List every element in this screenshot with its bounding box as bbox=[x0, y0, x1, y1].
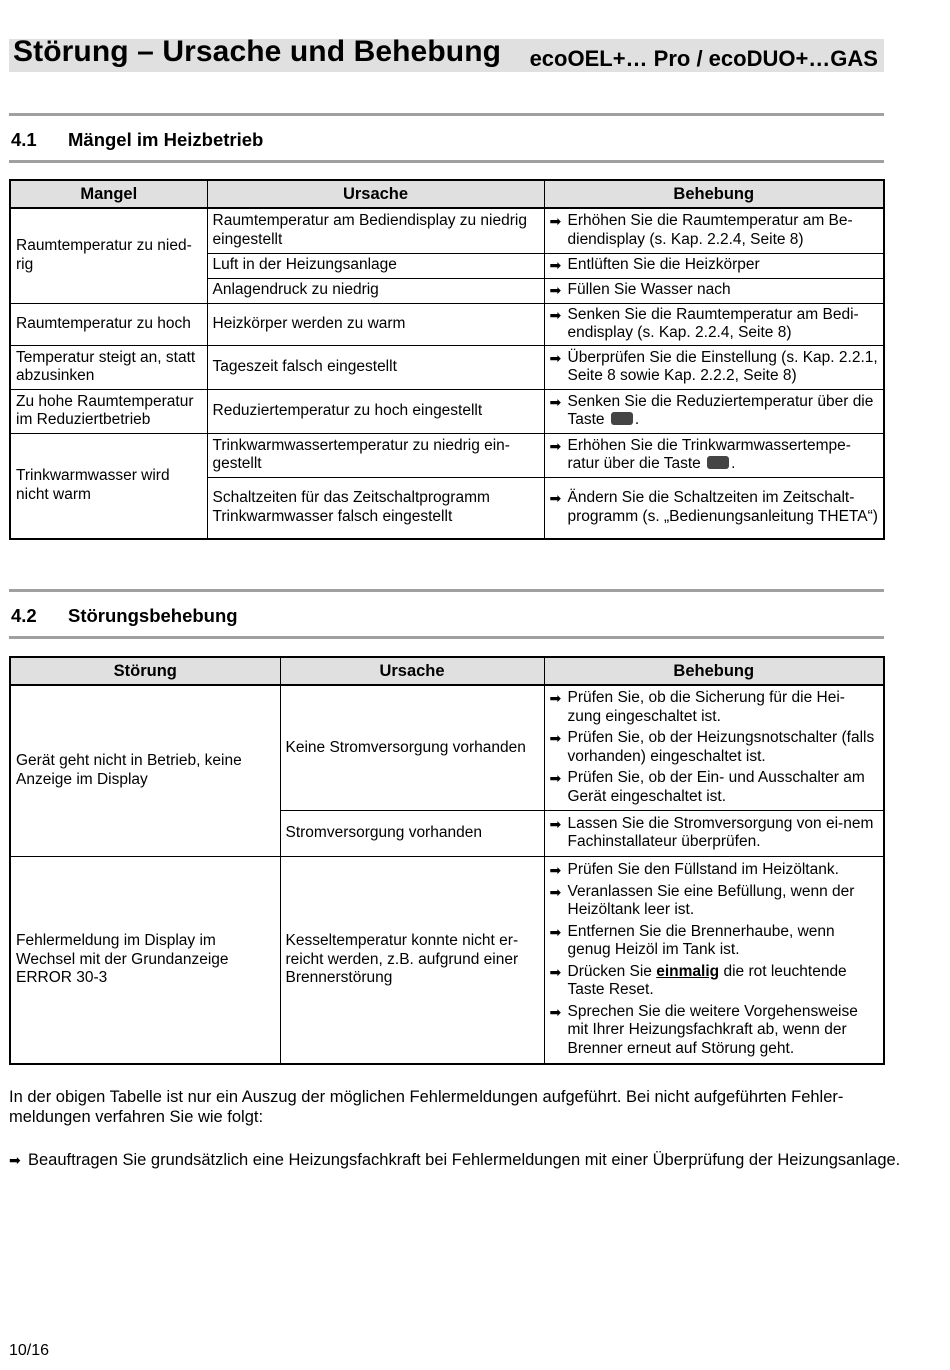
remedy-item bbox=[550, 1003, 879, 1059]
arrow-right-icon: ➡ bbox=[549, 282, 562, 299]
remedy-cell bbox=[544, 303, 884, 345]
remedy-text: Prüfen Sie den Füllstand im Heizöltank. bbox=[567, 861, 839, 879]
section-divider bbox=[9, 113, 884, 116]
section-divider bbox=[9, 636, 884, 639]
arrow-right-icon: ➡ bbox=[549, 213, 562, 230]
arrow-right-icon: ➡ bbox=[549, 883, 562, 900]
remedy-item bbox=[550, 883, 879, 920]
remedy-item bbox=[550, 963, 879, 1000]
remedy-item bbox=[550, 769, 879, 806]
page-number: 10/16 bbox=[9, 1342, 50, 1359]
remedy-cell bbox=[544, 389, 884, 433]
column-header: Behebung bbox=[544, 657, 884, 685]
remedy-text: Sprechen Sie die weitere Vorgehensweise mit Ihrer Heizungsfachkraft ab, wenn der Brenner erneut auf Störung geht. bbox=[567, 1002, 858, 1057]
arrow-right-icon: ➡ bbox=[549, 730, 562, 747]
arrow-right-icon: ➡ bbox=[549, 690, 562, 707]
remedy-cell bbox=[544, 856, 884, 1064]
table-row bbox=[10, 856, 884, 1064]
instruction-text: Beauftragen Sie grundsätzlich eine Heizungsfachkraft bei Fehlermeldungen mit einer Überprüfung der Heizungsanlage. bbox=[28, 1151, 901, 1169]
remedy-item bbox=[550, 306, 879, 343]
cause-cell: Reduziertemperatur zu hoch eingestellt bbox=[207, 389, 544, 433]
remedy-item bbox=[550, 256, 879, 275]
remedy-item bbox=[550, 393, 879, 430]
cause-cell: Luft in der Heizungsanlage bbox=[207, 253, 544, 278]
cause-cell: Anlagendruck zu niedrig bbox=[207, 278, 544, 303]
column-header: Ursache bbox=[280, 657, 544, 685]
remedy-text: Prüfen Sie, ob der Ein- und Ausschalter am Gerät eingeschaltet ist. bbox=[567, 769, 865, 805]
arrow-right-icon: ➡ bbox=[549, 1003, 562, 1020]
remedy-item bbox=[550, 689, 879, 726]
table-row bbox=[10, 208, 884, 253]
remedy-text: Entfernen Sie die Brennerhaube, wenn genug Heizöl im Tank ist. bbox=[567, 922, 835, 959]
cause-cell: Trinkwarmwassertemperatur zu niedrig ein-gestellt bbox=[207, 433, 544, 477]
arrow-right-icon: ➡ bbox=[549, 393, 562, 410]
table-row bbox=[10, 389, 884, 433]
reduced-mode-key-icon bbox=[611, 412, 633, 425]
remedy-text: Entlüften Sie die Heizkörper bbox=[567, 256, 760, 274]
remedy-item bbox=[550, 861, 879, 880]
remedy-cell bbox=[544, 685, 884, 810]
document-title: Störung – Ursache und Behebung bbox=[13, 35, 502, 68]
remedy-text: Ändern Sie die Schaltzeiten im Zeitschalt-programm (s. „Bedienungsanleitung THETA“) bbox=[567, 489, 878, 525]
cause-cell: Tageszeit falsch eingestellt bbox=[207, 345, 544, 389]
section-title: Störungsbehebung bbox=[68, 605, 238, 626]
remedy-text bbox=[568, 393, 879, 430]
remedy-text-suffix: . bbox=[731, 455, 736, 472]
column-header: Ursache bbox=[207, 180, 544, 208]
remedy-item bbox=[550, 281, 879, 300]
column-header: Behebung bbox=[544, 180, 884, 208]
section-heading-4-2 bbox=[11, 605, 238, 627]
emphasized-word: einmalig bbox=[656, 962, 720, 980]
remedy-text bbox=[568, 963, 879, 1000]
cause-cell: Raumtemperatur am Bediendisplay zu niedrig eingestellt bbox=[207, 208, 544, 253]
defect-cell: Zu hohe Raumtemperatur im Reduziertbetrieb bbox=[10, 389, 207, 433]
arrow-right-icon: ➡ bbox=[549, 306, 562, 323]
defect-cell: Temperatur steigt an, statt abzusinken bbox=[10, 345, 207, 389]
section-title: Mängel im Heizbetrieb bbox=[68, 129, 264, 150]
section-heading-4-1 bbox=[11, 129, 263, 151]
remedy-item bbox=[550, 729, 879, 766]
remedy-text: Senken Sie die Raumtemperatur am Bedi-endisplay (s. Kap. 2.2.4, Seite 8) bbox=[567, 305, 859, 341]
arrow-right-icon: ➡ bbox=[549, 490, 562, 507]
hot-water-key-icon bbox=[707, 456, 729, 469]
remedy-item bbox=[550, 349, 879, 386]
arrow-right-icon: ➡ bbox=[9, 1152, 21, 1168]
defect-cell: Raumtemperatur zu nied-rig bbox=[10, 208, 207, 303]
table-row bbox=[10, 303, 884, 345]
remedy-cell bbox=[544, 253, 884, 278]
instruction-item bbox=[9, 1150, 909, 1170]
defect-cell: Raumtemperatur zu hoch bbox=[10, 303, 207, 345]
arrow-right-icon: ➡ bbox=[549, 923, 562, 940]
fault-cell: Gerät geht nicht in Betrieb, keine Anzeige im Display bbox=[10, 685, 280, 856]
cause-cell: Heizkörper werden zu warm bbox=[207, 303, 544, 345]
remedy-cell bbox=[544, 278, 884, 303]
remedy-text-part: die rot leuchtende Taste Reset. bbox=[567, 962, 847, 999]
section-divider bbox=[9, 589, 884, 592]
arrow-right-icon: ➡ bbox=[549, 257, 562, 274]
remedy-item bbox=[550, 923, 879, 960]
remedy-text: Veranlassen Sie eine Befüllung, wenn der Heizöltank leer ist. bbox=[567, 882, 855, 919]
note-paragraph: In der obigen Tabelle ist nur ein Auszug der möglichen Fehlermeldungen aufgeführt. Bei nicht aufgeführten Fehler-meldungen verfahren Sie wie folgt: bbox=[9, 1088, 844, 1126]
arrow-right-icon: ➡ bbox=[549, 815, 562, 832]
fault-cell: Fehlermeldung im Display im Wechsel mit der Grundanzeige ERROR 30-3 bbox=[10, 856, 280, 1064]
table-row bbox=[10, 345, 884, 389]
arrow-right-icon: ➡ bbox=[549, 770, 562, 787]
defects-table bbox=[9, 179, 885, 540]
arrow-right-icon: ➡ bbox=[549, 963, 562, 980]
cause-cell: Keine Stromversorgung vorhanden bbox=[280, 685, 544, 810]
remedy-text: Erhöhen Sie die Raumtemperatur am Be-diendisplay (s. Kap. 2.2.4, Seite 8) bbox=[567, 212, 853, 248]
remedy-text: Lassen Sie die Stromversorgung von ei-nem Fachinstallateur überprüfen. bbox=[567, 814, 874, 850]
remedy-text-suffix: . bbox=[634, 411, 640, 428]
arrow-right-icon: ➡ bbox=[549, 349, 562, 366]
remedy-text: Überprüfen Sie die Einstellung (s. Kap. 2.2.1, Seite 8 sowie Kap. 2.2.2, Seite 8) bbox=[567, 348, 878, 384]
remedy-item bbox=[550, 437, 879, 474]
remedy-cell bbox=[544, 208, 884, 253]
remedy-text-part: Erhöhen Sie die Trinkwarmwassertempe-ratur über die Taste bbox=[567, 436, 851, 472]
section-number: 4.2 bbox=[11, 605, 37, 626]
cause-cell: Schaltzeiten für das Zeitschaltprogramm Trinkwarmwasser falsch eingestellt bbox=[207, 477, 544, 539]
section-divider bbox=[9, 160, 884, 163]
remedy-text: Prüfen Sie, ob die Sicherung für die Hei-zung eingeschaltet ist. bbox=[567, 689, 845, 725]
remedy-item bbox=[550, 212, 879, 249]
arrow-right-icon: ➡ bbox=[549, 437, 562, 454]
remedy-cell bbox=[544, 810, 884, 856]
remedy-text: Füllen Sie Wasser nach bbox=[567, 281, 731, 299]
cause-cell: Kesseltemperatur konnte nicht er-reicht werden, z.B. aufgrund einer Brennerstörung bbox=[280, 856, 544, 1064]
defect-cell: Trinkwarmwasser wird nicht warm bbox=[10, 433, 207, 539]
model-label: ecoOEL+… Pro / ecoDUO+…GAS bbox=[529, 46, 878, 71]
remedy-text-part: Drücken Sie bbox=[567, 962, 652, 980]
column-header: Störung bbox=[10, 657, 280, 685]
remedy-cell bbox=[544, 433, 884, 477]
section-number: 4.1 bbox=[11, 129, 37, 150]
remedy-cell bbox=[544, 345, 884, 389]
remedy-item bbox=[550, 489, 879, 526]
remedy-text bbox=[568, 437, 879, 474]
faults-table bbox=[9, 656, 885, 1065]
remedy-item bbox=[550, 815, 879, 852]
cause-cell: Stromversorgung vorhanden bbox=[280, 810, 544, 856]
table-row bbox=[10, 433, 884, 477]
remedy-cell bbox=[544, 477, 884, 539]
column-header: Mangel bbox=[10, 180, 207, 208]
remedy-text-part: Senken Sie die Reduziertemperatur über die Taste bbox=[567, 392, 874, 428]
remedy-text: Prüfen Sie, ob der Heizungsnotschalter (falls vorhanden) eingeschaltet ist. bbox=[567, 729, 875, 765]
arrow-right-icon: ➡ bbox=[549, 862, 562, 879]
table-row bbox=[10, 685, 884, 810]
